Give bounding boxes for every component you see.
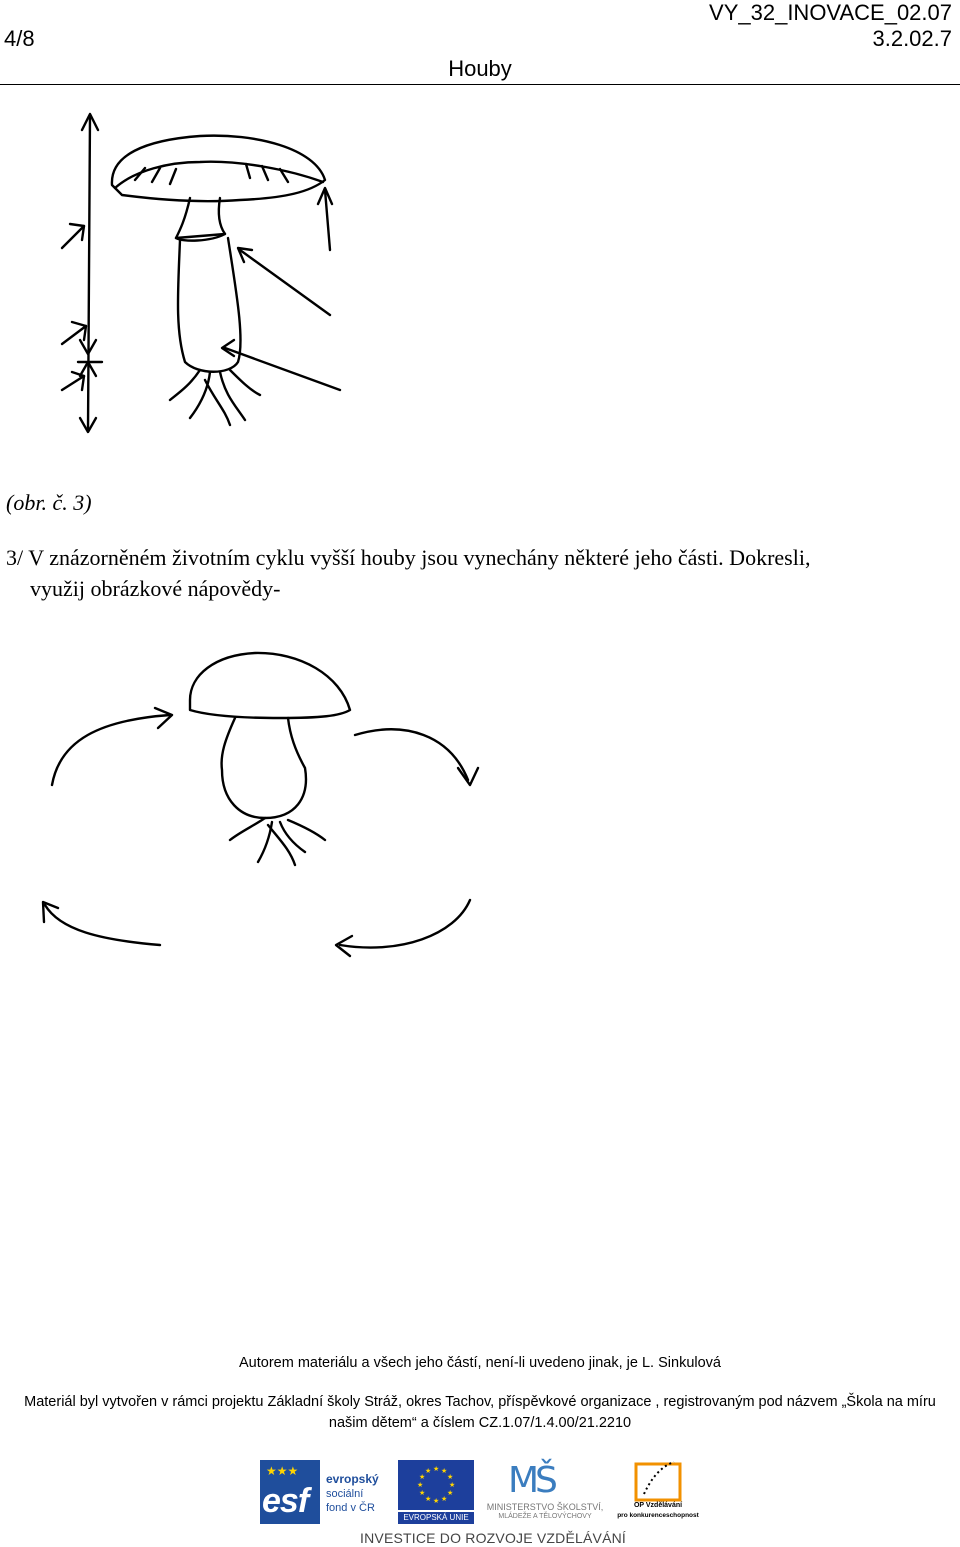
svg-text:★: ★ xyxy=(417,1481,424,1489)
page-title: Houby xyxy=(448,56,512,81)
svg-text:★: ★ xyxy=(441,1495,448,1503)
svg-text:★: ★ xyxy=(447,1489,454,1497)
mushroom-life-cycle-drawing xyxy=(40,640,500,980)
svg-text:★: ★ xyxy=(419,1489,426,1497)
document-code-line2: 3.2.02.7 xyxy=(872,26,952,51)
eu-flag-logo xyxy=(398,1460,474,1524)
svg-text:★: ★ xyxy=(433,1465,440,1473)
svg-text:★: ★ xyxy=(449,1481,456,1489)
footer-project-line1: Materiál byl vytvořen v rámci projektu Základní školy Stráž, okres Tachov, příspěvkové organizace , registrovaným pod názvem „Škola na míru xyxy=(24,1394,936,1410)
svg-text:★: ★ xyxy=(425,1467,432,1475)
header-divider xyxy=(0,84,960,85)
funding-logos xyxy=(260,1458,700,1547)
msmt-monogram-icon xyxy=(480,1458,610,1498)
msmt-logo-text1: MINISTERSTVO ŠKOLSTVÍ, xyxy=(486,1502,604,1512)
document-code-line1: VY_32_INOVACE_02.07 xyxy=(709,0,952,25)
svg-text:★: ★ xyxy=(447,1473,454,1481)
svg-text:★: ★ xyxy=(441,1467,448,1475)
msmt-logo-text2: MLÁDEŽE A TĚLOVÝCHOVY xyxy=(498,1513,592,1520)
eu-flag-icon xyxy=(398,1460,474,1510)
eu-logo-text: EVROPSKÁ UNIE xyxy=(398,1512,474,1524)
page-number: 4/8 xyxy=(4,26,35,51)
task-text-line2: využij obrázkové nápovědy- xyxy=(30,576,281,601)
footer-author: Autorem materiálu a všech jeho částí, není-li uvedeno jinak, je L. Sinkulová xyxy=(239,1355,721,1371)
svg-text:★: ★ xyxy=(433,1497,440,1505)
figure-caption: (obr. č. 3) xyxy=(6,490,92,515)
task-text-line1: 3/ V znázorněném životním cyklu vyšší houby jsou vynechány některé jeho části. Dokresli, xyxy=(6,545,811,570)
esf-logo-text2: sociální xyxy=(326,1488,364,1500)
op-vk-logo xyxy=(616,1458,700,1524)
esf-logo-text3: fond v ČR xyxy=(326,1502,375,1514)
document-code xyxy=(709,0,952,52)
invest-slogan: INVESTICE DO ROZVOJE VZDĚLÁVÁNÍ xyxy=(360,1530,627,1546)
msmt-logo xyxy=(480,1458,610,1524)
esf-logo-letters: esf xyxy=(262,1482,309,1520)
mushroom-parts-drawing xyxy=(40,100,380,450)
esf-logo-text1: evropský xyxy=(326,1472,379,1486)
op-logo-text1: OP Vzdělávání xyxy=(633,1502,683,1509)
svg-text:★: ★ xyxy=(419,1473,426,1481)
op-logo-text2: pro konkurenceschopnost xyxy=(617,1512,699,1519)
op-vk-emblem-icon xyxy=(616,1458,700,1502)
svg-text:★: ★ xyxy=(425,1495,432,1503)
footer-project-line2: našim dětem“ a číslem CZ.1.07/1.4.00/21.2210 xyxy=(328,1415,632,1431)
esf-logo: esf ★★★ evropský sociální fond v ČR xyxy=(260,1460,390,1524)
svg-text:MŠ: MŠ xyxy=(508,1460,554,1498)
